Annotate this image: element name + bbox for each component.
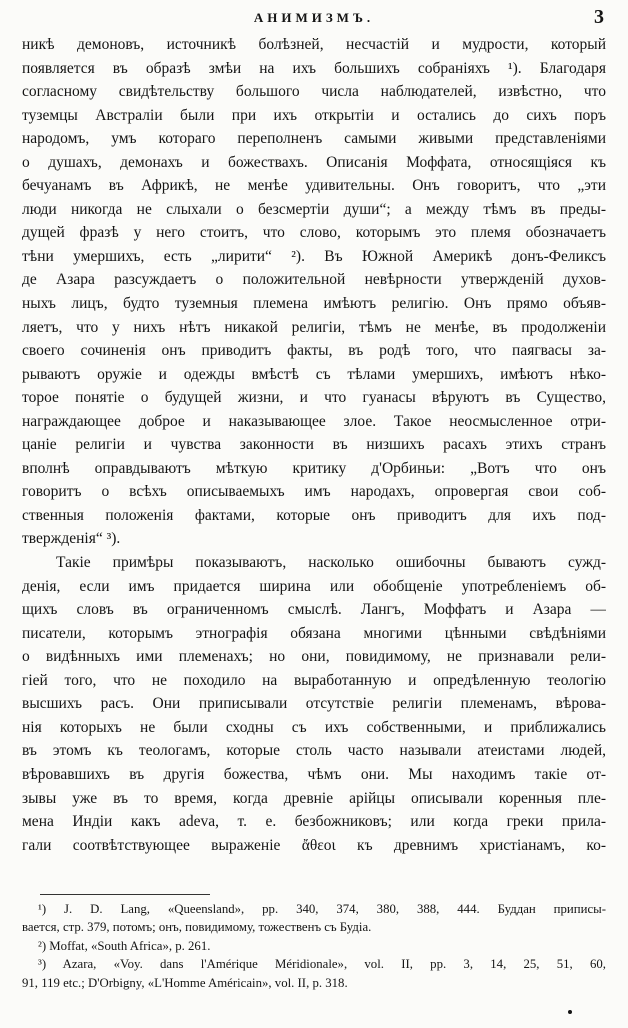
body-line: зывы уже въ то время, когда древніе арійцы описывали коренныя пле- <box>22 789 606 807</box>
body-line: щихъ словъ въ ограниченномъ смыслѣ. Лангъ, Моффатъ и Азара — <box>22 601 606 619</box>
body-line: ныхъ лицъ, будто туземныя племена имѣютъ религію. Онъ прямо объяв- <box>22 295 606 313</box>
body-line: нія которыхъ не были сходны съ ихъ собственными, и приближались <box>22 718 606 736</box>
body-line: де Азара разсуждаетъ о положительной невѣрности утвержденій духов- <box>22 271 606 289</box>
body-line: дущей фразѣ у него стоитъ, что слово, которымъ это племя обозначаетъ <box>22 224 606 242</box>
running-head-title: АНИМИЗМЪ. <box>253 10 375 25</box>
body-line: согласному свидѣтельству большого числа наблюдателей, извѣстно, что <box>22 83 606 101</box>
body-line: писатели, которымъ этнографія обязана многими цѣнными свѣдѣніями <box>22 624 606 642</box>
body-line: о душахъ, демонахъ и божествахъ. Описанія Моффата, относящіяся къ <box>22 153 606 171</box>
body-line: вполнѣ оправдываютъ мѣткую критику д'Орбиньи: „Вотъ что онъ <box>22 459 606 477</box>
body-line: цаніе религіи и чувства законности въ низшихъ расахъ этихъ странъ <box>22 436 606 454</box>
body-line: денія, если имъ придается ширина или обобщеніе употребленіемъ об- <box>22 577 606 595</box>
body-text <box>22 33 606 857</box>
body-line: говоритъ о всѣхъ описываемыхъ имъ народахъ, опровергая свои соб- <box>22 483 606 501</box>
body-line: туземцы Австраліи были при ихъ открытіи и остались до сихъ поръ <box>22 106 606 124</box>
body-line: вѣровавшихъ въ другія божества, чѣмъ они. Мы находимъ такіе от- <box>22 765 606 783</box>
body-line: торое понятіе о будущей жизни, и что гуанасы вѣруютъ въ Существо, <box>22 389 606 407</box>
footnote-line: вается, стр. 379, потомъ; онъ, повидимому, тожественъ съ Будіа. <box>22 920 372 935</box>
body-line: о видѣнныхъ ими племенахъ; но они, повидимому, не признавали рели- <box>22 648 606 666</box>
footnote-line: ¹) J. D. Lang, «Queensland», pp. 340, 374, 380, 388, 444. Буддан приписы- <box>38 902 606 916</box>
body-line: ственныя положенія фактами, которые онъ приводитъ для ихъ под- <box>22 506 606 524</box>
body-line: появляется въ образѣ змѣи на ихъ большихъ собраніяхъ ¹). Благодаря <box>22 59 606 77</box>
body-line: народомъ, умъ котораго переполненъ самыми живыми представленіями <box>22 130 606 148</box>
body-line: твержденія“ ³). <box>22 530 121 548</box>
footnote-line: ³) Azara, «Voy. dans l'Amérique Méridionale», vol. II, pp. 3, 14, 25, 51, 60, <box>38 957 606 972</box>
running-head <box>22 6 606 32</box>
body-line: гали соотвѣтствующее выраженіе ἄθεοι къ древнимъ христіанамъ, ко- <box>22 836 606 854</box>
footnote-divider <box>40 894 210 895</box>
scan-speck <box>568 1010 572 1014</box>
body-line: бечуанамъ въ Африкѣ, не менѣе удивительны. Онъ говоритъ, что „эти <box>22 177 606 195</box>
body-line: ляетъ, что у нихъ нѣтъ никакой религіи, тѣмъ не менѣе, въ продолженіи <box>22 318 606 336</box>
body-line: никѣ демоновъ, источникѣ болѣзней, несчастій и мудрости, который <box>22 36 606 53</box>
footnote-line: 91, 119 etc.; D'Orbigny, «L'Homme Américain», vol. II, p. 318. <box>22 975 348 990</box>
body-line: гіей того, что не походило на выработанную и опредѣленную теологію <box>22 671 606 689</box>
body-line: люди никогда не слыхали о безсмертіи души“; а между тѣмъ въ преды- <box>22 200 606 218</box>
body-line: своего сочиненія онъ приводитъ факты, въ родѣ того, что паягвасы за- <box>22 342 606 360</box>
footnote-line: ²) Moffat, «South Africa», p. 261. <box>38 938 211 953</box>
footnotes <box>22 900 606 992</box>
body-line: тѣни умершихъ, есть „лирити“ ²). Въ Южной Америкѣ донъ-Феликсъ <box>22 247 606 265</box>
body-line: высшихъ расъ. Они приписывали отсутствіе религіи племенамъ, вѣрова- <box>22 695 606 713</box>
body-line: рываютъ оружіе и одежды вмѣстѣ съ тѣлами умершихъ, имѣютъ нѣко- <box>22 365 606 383</box>
page-number: 3 <box>594 6 604 28</box>
body-line: Такіе примѣры показываютъ, насколько ошибочны бываютъ сужд- <box>56 554 606 572</box>
body-line: въ этомъ къ теологамъ, которые столь часто называли атеистами людей, <box>22 742 606 760</box>
body-line: награждающее доброе и наказывающее злое. Такое неосмысленное отри- <box>22 412 606 430</box>
body-line: мена Индіи какъ adeva, т. е. безбожниковъ; или когда греки прила- <box>22 813 606 831</box>
